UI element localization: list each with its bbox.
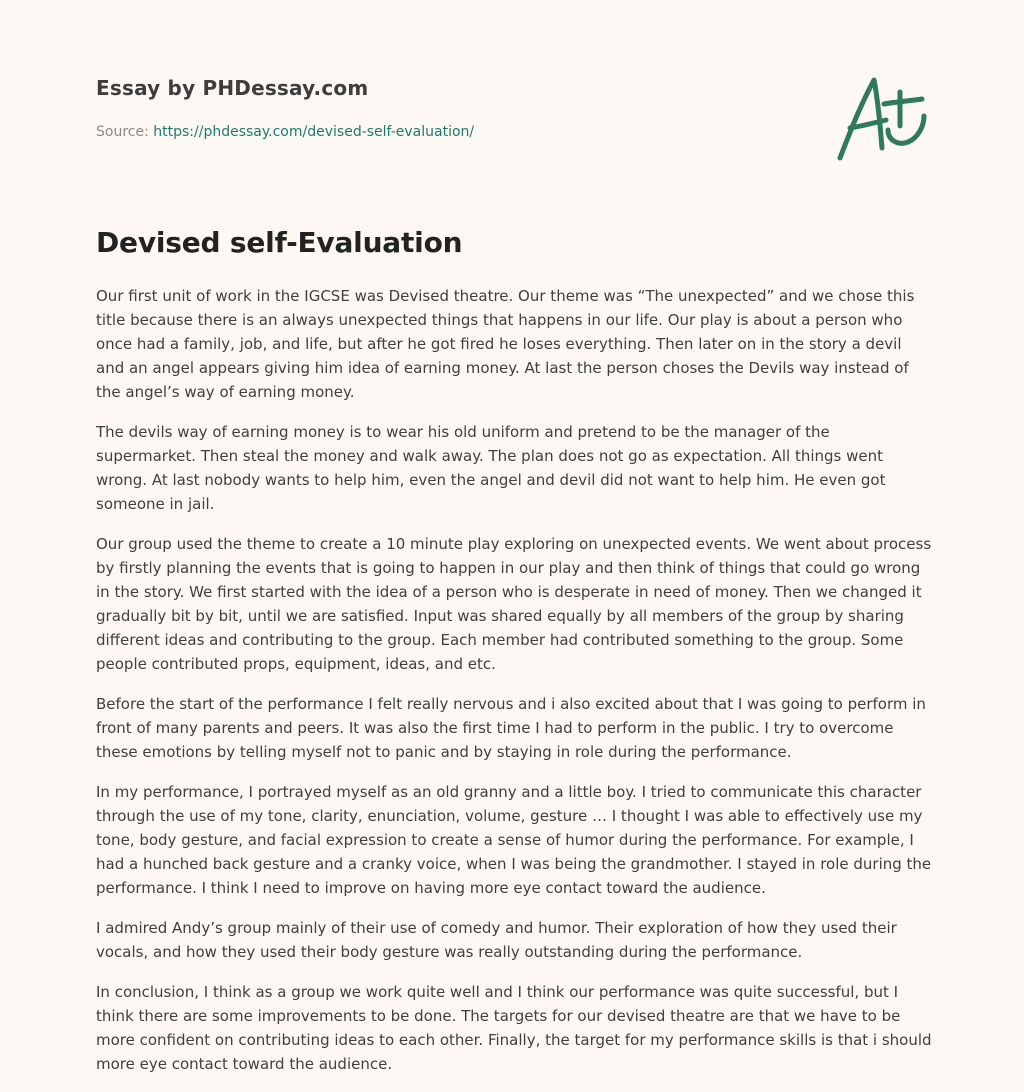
essay-paragraph-1: Our first unit of work in the IGCSE was Devised theatre. Our theme was “The unexpected” and we chose this title because there is an always unexpected things that happens in our life. Our play is about a person who once had a family, job, and life, but after he got fired he loses everything. Then later on in the story a devil and an angel appears giving him idea of earning money. At last the person choses the Devils way instead of the angel’s way of earning money. [96, 287, 915, 401]
source-line [96, 124, 474, 140]
essay-paragraph-6: I admired Andy’s group mainly of their use of comedy and humor. Their exploration of how they used their vocals, and how they used their body gesture was really outstanding during the performance. [96, 919, 897, 961]
essay-paragraph-2: The devils way of earning money is to wear his old uniform and pretend to be the manager of the supermarket. Then steal the money and walk away. The plan does not go as expectation. All things went wrong. At last nobody wants to help him, even the angel and devil did not want to help him. He even got someone in jail. [96, 423, 886, 513]
site-title: Essay by PHDessay.com [96, 76, 369, 100]
essay-title: Devised self-Evaluation [96, 226, 463, 259]
essay-paragraph-5: In my performance, I portrayed myself as an old granny and a little boy. I tried to communicate this character through the use of my tone, clarity, enunciation, volume, gesture … I thought I was able to effectively use my tone, body gesture, and facial expression to create a sense of humor during the performance. For example, I had a hunched back gesture and a cranky voice, when I was being the grandmother. I stayed in role during the performance. I think I need to improve on having more eye contact toward the audience. [96, 783, 932, 897]
a-plus-logo-icon [830, 68, 934, 164]
essay-paragraph-3: Our group used the theme to create a 10 minute play exploring on unexpected events. We went about process by firstly planning the events that is going to happen in our play and then think of things that could go wrong in the story. We first started with the idea of a person who is desperate in need of money. Then we changed it gradually bit by bit, until we are satisfied. Input was shared equally by all members of the group by sharing different ideas and contributing to the group. Each member had contributed something to the group. Some people contributed props, equipment, ideas, and etc. [96, 535, 932, 673]
essay-body [96, 284, 934, 1092]
source-link[interactable]: https://phdessay.com/devised-self-evaluation/ [153, 124, 475, 140]
essay-paragraph-7: In conclusion, I think as a group we work quite well and I think our performance was quite successful, but I think there are some improvements to be done. The targets for our devised theatre are that we have to be more confident on contributing ideas to each other. Finally, the target for my performance skills is that i should more eye contact toward the audience. [96, 983, 932, 1073]
page-header [96, 0, 928, 200]
essay-paragraph-4: Before the start of the performance I felt really nervous and i also excited about that I was going to perform in front of many parents and peers. It was also the first time I had to perform in the public. I try to overcome these emotions by telling myself not to panic and by staying in role during the performance. [96, 695, 926, 761]
source-label: Source: [96, 124, 149, 140]
